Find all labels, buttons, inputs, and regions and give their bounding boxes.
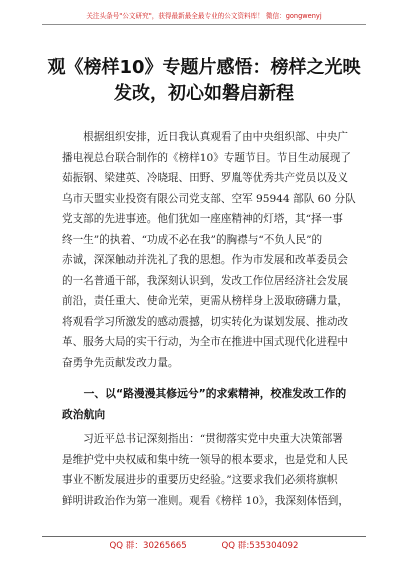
section-heading xyxy=(62,384,346,425)
footer-contacts xyxy=(0,540,408,552)
title-line: 发改，初心如磐启新程 xyxy=(114,83,294,104)
header-divider xyxy=(42,24,366,25)
header-banner: 关注头条号"公文研究"，获得最新最全最专业的公文资料库！ 微信：gongwenyj xyxy=(86,12,322,20)
section-heading-line: 政治航向 xyxy=(62,407,106,421)
paragraph-line: 茹振钢、梁建英、冷晓琨、田野、罗胤等优秀共产党员以及义 xyxy=(62,172,349,184)
paragraph-line: 奋勇争先贡献发改力量。 xyxy=(62,356,179,369)
qq-group-2: QQ 群:535304092 xyxy=(221,541,299,551)
page-title xyxy=(44,55,364,107)
paragraph-line: 革、服务大局的实干行动，为全市在推进中国式现代化进程中 xyxy=(62,336,349,348)
title-line: 观《榜样10》专题片感悟：榜样之光映 xyxy=(47,57,361,78)
section-heading-line: 一、以“路漫漫其修远兮”的求索精神，校准发改工作的 xyxy=(62,387,347,400)
paragraph-line: 习近平总书记深刻指出：“贯彻落实党中央重大决策部署 xyxy=(62,433,343,445)
paragraph-line: 根据组织安排，近日我认真观看了由中央组织部、中央广 xyxy=(62,131,349,143)
paragraph-line: 事业不断发展进步的重要历史经验。”这要求我们必须将旗帜 xyxy=(62,474,338,486)
paragraph-line: 终一生”的执着、“功成不必在我”的胸襟与“不负人民”的 xyxy=(62,233,323,246)
paragraph-line: 是维护党中央权威和集中统一领导的根本要求，也是党和人民 xyxy=(62,453,349,466)
paragraph-line: 的一名普通干部，我深刻认识到，发改工作位居经济社会发展 xyxy=(62,274,349,287)
paragraph-line: 播电视总台联合制作的《榜样10》专题节目。节目生动展现了 xyxy=(62,151,351,164)
paragraph-line: 党支部的先进事迹。他们犹如一座座精神的灯塔，其“择一事 xyxy=(62,213,343,225)
footer-divider xyxy=(42,536,366,537)
paragraph-line: 鲜明讲政治作为第一准则。观看《榜样 10》，我深刻体悟到， xyxy=(62,494,349,507)
section-paragraph xyxy=(62,429,349,511)
paragraph-line: 赤诚，深深触动并洗礼了我的思想。作为市发展和改革委员会 xyxy=(62,254,349,266)
paragraph-line: 将观看学习所激发的感动震撼，切实转化为谋划发展、推动改 xyxy=(62,315,349,328)
paragraph-line: 前沿，责任重大、使命光荣，更需从榜样身上汲取磅礴力量， xyxy=(62,295,349,307)
qq-group-1: QQ 群：30265665 xyxy=(109,541,187,551)
intro-paragraph xyxy=(62,127,356,373)
paragraph-line: 乌市天盟实业投资有限公司党支部、空军 95944 部队 60 分队 xyxy=(62,192,356,205)
